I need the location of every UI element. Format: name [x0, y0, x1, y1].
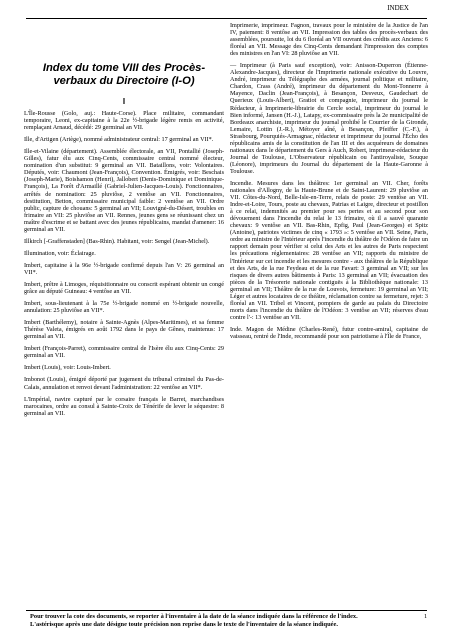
index-entry: Illumination, voir: Éclairage. — [24, 249, 96, 257]
index-entry: — Imprimeur (à Paris sauf exception), voir: Anisson-Duperron (Étienne-Alexandre-Jacques), directeur de l'Imprimerie nationale exécutive du Louvre, André, imprimeur du Télégraphe des armées, journal politique et militaire, Chardon, Crass (André), imprimeur du département du Mont-Tonnerre à Mayence, Daclin (Jean-François), à Besançon, Desveux, Gaudechart de Querieux (Louis-Albert), Gratiot et compagnie, imprimeur du journal le Rédacteur, à Imprimerie-librairie du Cercle social, imprimeur du journal le Bien informé, Jansen (H.-J.), Latapy, ex-commissaire près la 2e municipalité de Bordeaux anarchiste, imprimeur du journal prohibé le Courrier de la Gironde, Lemaire, Lottin (J.-R.), Métoyer aîné, à Besançon, Pfeiffer (C.-F.), à Strasbourg, Pourquiés-Armagnac, rédacteur et imprimeur du journal l'Écho des républicains amis de la constitution de l'an III et des acquéreurs de domaines nationaux dans le département du Gers à Auch, Robert, imprimeur-rédacteur du Journal de Toulouse, L'Observateur républicain ou l'antiroyaliste, Souque (Léonore), imprimeurs du Journal du département de la Haute-Garonne à Toulouse. — [230, 62, 428, 175]
index-entry: Illkirch [-Graffenstaden] (Bas-Rhin). Habitant, voir: Sengel (Jean-Michel). — [24, 237, 210, 245]
index-column-left — [24, 22, 224, 422]
page-number: 1 — [424, 613, 428, 620]
index-entry: Imbert, sous-lieutenant à la 75e ½-brigade nommé en ½-brigade nouvelle, annulation: 25 pluviôse an VII*. — [24, 300, 224, 315]
running-title: INDEX — [387, 4, 409, 12]
index-entry: Imprimerie, imprimeur. Fagnon, travaux pour le ministère de la Justice de l'an IV, paiement: 8 ventôse an VII. Impression des tables des procès-verbaux des assemblées, poursuite, loi du 6 floréal an VII ouvrant des crédits aux Anciens: 6 floréal an VII. Message des Cinq-Cents demandant l'impression des comptes des ministres en l'an VI: 28 pluviôse an VII. — [230, 22, 428, 58]
index-entry: L'Impérial, navire capturé par le corsaire français le Barret, marchandises marocaines, ordre au consul à Sainte-Croix de Ténérife de lever le séquestre: 8 germinal an VII. — [24, 395, 224, 417]
index-entry: Imbert (Louis), voir: Louis-Imbert. — [24, 364, 111, 372]
section-letter: I — [122, 97, 126, 106]
index-entry: Ille-et-Vilaine (département). Assemblée électorale, an VII, Pontallié (Joseph-Gilles), fatur élu aux Cinq-Cents, commissaire central nommé électeur, nomination d'un substitut: 9 germinal an VII. Bataillons, voir: Volontaires. Députés, voir: Chaumont (Jean-François), Convention. Émigrés, voir: Beschais (Joseph-Marie), Boishamon (Henri), Jallobert (Denis-Dominique et Dominique-François), La Forêt d'Armaillé (Gabriel-Julien-Jacques-Louis). Fonctionnaires, arrêtés de nomination: 25 pluviôse, 2 ventôse an VII. Fonctionnaires, destitution, Betton, commissaire municipal faible: 2 ventôse an VII. Ordre public, capture de chouans: 5 germinal an VII; Louvigné-du-Désert, troubles en frimaire an VII: 25 pluviôse an VII. Rennes, jeunes gens se réunissant chez un maître d'escrime et se battant avec des jeunes républicains, mandat d'amener: 16 germinal an VII. — [24, 148, 224, 233]
header-rule — [26, 18, 427, 19]
index-entry: Imbonot (Louis), émigré déporté par jugement du tribunal criminel du Pas-de-Calais, annulation et renvoi devant l'administration: 22 ventôse an VII*. — [24, 376, 224, 391]
index-entry: Imbert, capitaine à la 96e ½-brigade confirmé depuis l'an V: 26 germinal an VII*. — [24, 261, 224, 276]
index-entry: Incendie. Mesures dans les théâtres: 1er germinal an VII. Cher, forêts nationales d'Allogny, de la Haute-Brune et de Saint-Laurent: 29 pluviôse an VII. Côtes-du-Nord, Belle-Isle-en-Terre, relais de poste: 29 ventôse an VII. Indre-et-Loire, Tours, poste au chevaux, Patrias et Laigre, directeur et postillon à ce relai, indemnités au premier pour ses pertes et au second pour son dévouement dans l'incendie du relai le 13 frimaire, où il a sauvé quarante chevaux: 9 ventôse an VII. Bas-Rhin, Epfig, Paul (Jean-Georges) et Spitz (Antoine), patriotes victimes de cinq « 1793 »: 5 ventôse an VII. Seine, Paris, ordre au ministre de l'Intérieur après l'incendie du théâtre de l'Odéon de faire un rapport demain pour vérifier si celui des Arts et les autres de Paris respectent les précautions réglementaires: 28 ventôse an VII; rapports du ministre de l'Intérieur sur cet incendie et les mesures contre - aux théâtres de la République et des Arts, de la rue Feydeau et de la rue Favart: 3 germinal an VII; sur les risques de divers autres bâtiments à Paris: 13 germinal an VII; évacuation des pièces de la Trésorerie nationale contiguës à la Bibliothèque nationale: 13 germinal an VII; Théâtre de la rue de Louvois, fermeture: 19 germinal an VII; Léger et autres locataires de ce théâtre, réclamation contre sa fermeture, rejet: 3 floréal an VII. Tribel et Vincent, pompiers de garde au palais du Directoire morts dans l'incendie du théâtre de l'Odéon: 3 ventôse an VII; réserves d'eau contre l'-: 13 ventôse an VII. — [230, 179, 428, 321]
index-entry: Imbert (François-Parret), commissaire central de l'Isère élu aux Cinq-Cents: 29 germinal an VII. — [24, 345, 224, 360]
page-title: Index du tome VIII des Procès-verbaux du Directoire (I-O) — [42, 62, 206, 87]
footer-rule — [26, 610, 427, 611]
index-column-right — [230, 22, 428, 345]
running-header — [0, 4, 452, 12]
index-entry: Imbert (Barthélemy), notaire à Sainte-Agnès (Alpes-Maritimes), et sa femme Thérèse Valeta, émigrés en août 1792 dans le pays de Gênes, maintenus: 17 germinal an VII. — [24, 319, 224, 341]
index-entry: Imbert, prêtre à Limoges, réquisitionnaire ou conscrit espérant obtenir un congé grâce au député Guineau: 4 ventôse an VII. — [24, 280, 224, 296]
index-entry: Inde. Magon de Médine (Charles-René), futur contre-amiral, capitaine de vaisseau, rentré de l'Inde, recommandé pour son patriotisme à l'Île de France, — [230, 325, 428, 340]
footer-note: Pour trouver la cote des documents, se reporter à l'inventaire à la date de la séance indiquée dans la référence de l'index. L'astérisque après une date désigne toute précision non reprise dans le texte de l'inventaire de la séance indiquée. — [30, 613, 358, 628]
index-entry: L'Île-Rousse (Golo, auj.: Haute-Corse). Place militaire, commandant temporaire, Leoni, ex-capitaine à la 22e ½-brigade légère remis en activité, remplaçant Arnaud, décédé: 29 germinal an VII. — [24, 110, 224, 132]
index-entry: Ille, d'Artigen (Ariège), nommé administrateur central: 17 germinal an VII*. — [24, 136, 214, 144]
